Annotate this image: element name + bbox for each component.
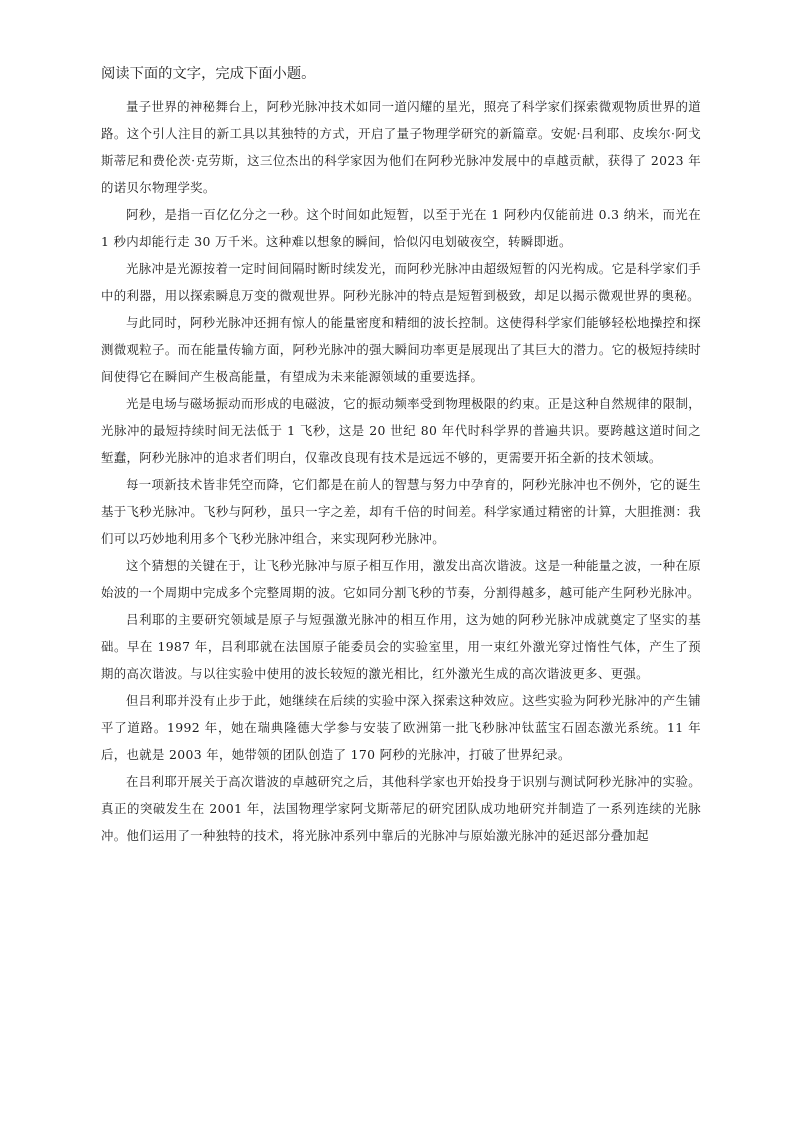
paragraph-3: 光脉冲是光源按着一定时间间隔时断时续发光，而阿秒光脉冲由超级短暂的闪光构成。它是科学家们手中的利器，用以探索瞬息万变的微观世界。阿秒光脉冲的特点是短暂到极致，却足以揭示微观世界的奥秘。 (101, 261, 701, 303)
question-instruction: 阅读下面的文字，完成下面小题。 (101, 66, 316, 82)
paragraph-10: 在吕利耶开展关于高次谐波的卓越研究之后，其他科学家也开始投身于识别与测试阿秒光脉冲的实验。真正的突破发生在 2001 年，法国物理学家阿戈斯蒂尼的研究团队成功地研究并制造了一系列连续的光脉冲。他们运用了一种独特的技术，将光脉冲系列中靠后的光脉冲与原始激光脉冲的延迟部分叠加起 (101, 774, 701, 843)
paragraph-4: 与此同时，阿秒光脉冲还拥有惊人的能量密度和精细的波长控制。这使得科学家们能够轻松地操控和探测微观粒子。而在能量传输方面，阿秒光脉冲的强大瞬间功率更是展现出了其巨大的潜力。它的极短持续时间使得它在瞬间产生极高能量，有望成为未来能源领域的重要选择。 (101, 315, 701, 384)
paragraph-9: 但吕利耶并没有止步于此，她继续在后续的实验中深入探索这种效应。这些实验为阿秒光脉冲的产生铺平了道路。1992 年，她在瑞典隆德大学参与安装了欧洲第一批飞秒脉冲钛蓝宝石固态激光系统。11 年后，也就是 2003 年，她带领的团队创造了 170 阿秒的光脉冲，打破了世界纪录。 (101, 693, 701, 762)
paragraph-1: 量子世界的神秘舞台上，阿秒光脉冲技术如同一道闪耀的星光，照亮了科学家们探索微观物质世界的道路。这个引人注目的新工具以其独特的方式，开启了量子物理学研究的新篇章。安妮·吕利耶、皮埃尔·阿戈斯蒂尼和费伦茨·克劳斯，这三位杰出的科学家因为他们在阿秒光脉冲发展中的卓越贡献，获得了 2023 年的诺贝尔物理学奖。 (101, 99, 701, 195)
paragraph-5: 光是电场与磁场振动而形成的电磁波，它的振动频率受到物理极限的约束。正是这种自然规律的限制，光脉冲的最短持续时间无法低于 1 飞秒，这是 20 世纪 80 年代时科学界的普遍共识。要跨越这道时间之堑蠢，阿秒光脉冲的追求者们明白，仅靠改良现有技术是远远不够的，更需要开拓全新的技术领域。 (101, 396, 701, 465)
reading-passage (101, 64, 701, 849)
paragraph-2: 阿秒，是指一百亿亿分之一秒。这个时间如此短暂，以至于光在 1 阿秒内仅能前进 0.3 纳米，而光在 1 秒内却能行走 30 万千米。这种难以想象的瞬间，恰似闪电划破夜空，转瞬即逝。 (101, 207, 701, 249)
paragraph-7: 这个猜想的关键在于，让飞秒光脉冲与原子相互作用，激发出高次谐波。这是一种能量之波，一种在原始波的一个周期中完成多个完整周期的波。它如同分割飞秒的节奏，分割得越多，越可能产生阿秒光脉冲。 (101, 558, 701, 600)
paragraph-8: 吕利耶的主要研究领域是原子与短强激光脉冲的相互作用，这为她的阿秒光脉冲成就奠定了坚实的基础。早在 1987 年，吕利耶就在法国原子能委员会的实验室里，用一束红外激光穿过惰性气体，产生了预期的高次谐波。与以往实验中使用的波长较短的激光相比，红外激光生成的高次谐波更多、更强。 (101, 612, 701, 681)
paragraph-6: 每一项新技术皆非凭空而降，它们都是在前人的智慧与努力中孕育的，阿秒光脉冲也不例外，它的诞生基于飞秒光脉冲。飞秒与阿秒，虽只一字之差，却有千倍的时间差。科学家通过精密的计算，大胆推测：我们可以巧妙地利用多个飞秒光脉冲组合，来实现阿秒光脉冲。 (101, 477, 701, 546)
